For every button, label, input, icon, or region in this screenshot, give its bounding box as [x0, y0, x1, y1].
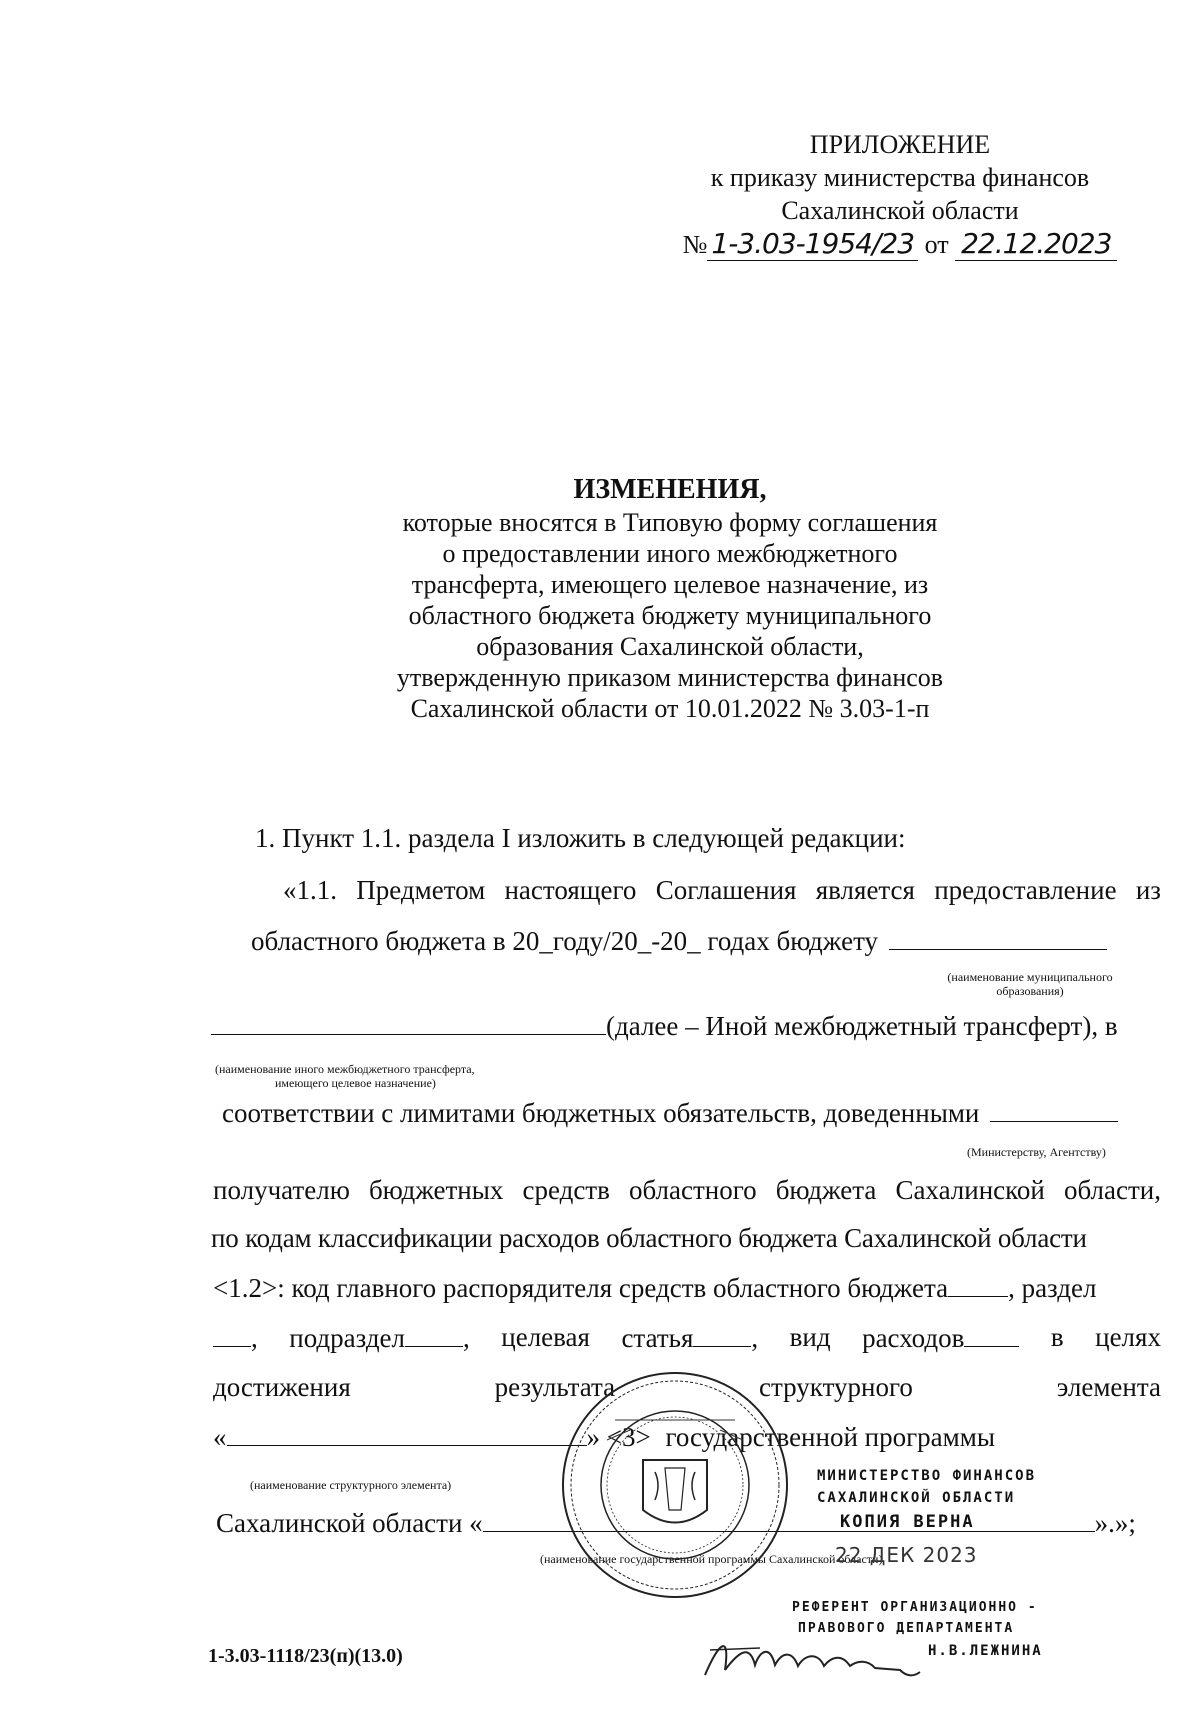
word: расходов: [862, 1323, 965, 1353]
stamp-org-line1: МИНИСТЕРСТВО ФИНАНСОВ: [817, 1468, 1037, 1484]
note-transfer: [215, 1062, 475, 1090]
heading-line: которые вносятся в Типовую форму соглашения: [402, 508, 938, 537]
annex-number-line: [650, 227, 1150, 261]
blank-expense-type: [964, 1322, 1019, 1347]
paragraph-text: ».»;: [1094, 1508, 1136, 1538]
heading-line: трансферта, имеющего целевое назначение, из: [411, 570, 929, 599]
note-line: (наименование муниципального: [947, 970, 1113, 984]
note-line: имеющего целевое назначение): [275, 1076, 436, 1090]
paragraph-line-5: [213, 1175, 1161, 1206]
word: подраздел: [289, 1323, 406, 1353]
document-code: 1-3.03-1118/23(п)(13.0): [208, 1645, 403, 1667]
word: Соглашения: [655, 875, 797, 905]
blank-target-article: [693, 1322, 751, 1347]
paragraph-line-2: [251, 925, 1107, 957]
stamp-org-line2: САХАЛИНСКОЙ ОБЛАСТИ: [817, 1490, 1016, 1506]
heading-title: ИЗМЕНЕНИЯ,: [573, 474, 767, 505]
item-1-heading: 1. Пункт 1.1. раздела I изложить в следующей редакции:: [255, 823, 906, 853]
heading-line: утвержденную приказом министерства финансов: [396, 663, 944, 692]
word: вид: [789, 1322, 831, 1352]
annex-title: ПРИЛОЖЕНИЕ: [809, 130, 991, 159]
stamp-signer-name: Н.В.ЛЕЖНИНА: [928, 1643, 1043, 1659]
word: настоящего: [504, 875, 637, 905]
word: статья: [621, 1323, 694, 1353]
paragraph-line-8: [213, 1322, 1161, 1354]
word: является: [815, 875, 915, 905]
blank-section: [213, 1322, 251, 1347]
paragraph-text: областного бюджета в 20_году/20_-20_ годах бюджету: [251, 926, 879, 956]
heading-line: образования Сахалинской области,: [476, 632, 864, 661]
stamp-role-line2: ПРАВОВОГО ДЕПАРТАМЕНТА: [798, 1621, 1015, 1636]
word: в: [1050, 1322, 1064, 1352]
punct: ,: [463, 1323, 470, 1353]
paragraph-line-7: [213, 1272, 1096, 1304]
punct: ,: [751, 1323, 759, 1353]
heading-line: о предоставлении иного межбюджетного: [442, 539, 898, 568]
punct: «: [213, 1422, 227, 1452]
word: структурного: [759, 1372, 913, 1402]
word: элемента: [1056, 1372, 1161, 1402]
stamp-copy-mark: КОПИЯ ВЕРНА: [840, 1512, 975, 1532]
word: достижения: [213, 1372, 351, 1402]
stamp-date: 22 ДЕК 2023: [835, 1543, 978, 1567]
annex-from-word: от: [924, 230, 949, 259]
handwritten-order-number: 1-3.03-1954/23: [707, 227, 918, 261]
word: целевая: [501, 1322, 590, 1352]
word: бюджетных: [368, 1175, 504, 1205]
word: средств: [522, 1175, 610, 1205]
heading-line: областного бюджета бюджету муниципального: [408, 601, 932, 630]
paragraph-text: » <3>: [586, 1422, 651, 1452]
word: предоставление: [934, 875, 1117, 905]
annex-line-region: Сахалинской области: [781, 196, 1019, 225]
stamp-role-line1: РЕФЕРЕНТ ОРГАНИЗАЦИОННО -: [792, 1600, 1038, 1615]
paragraph-line-3: [211, 1010, 1118, 1042]
annex-number-prefix: №: [682, 230, 708, 259]
word: из: [1135, 875, 1161, 905]
paragraph-line-1: [283, 875, 1161, 906]
blank-municipality: [889, 925, 1107, 950]
paragraph-text: , раздел: [1008, 1273, 1097, 1303]
paragraph-line-4: [222, 1097, 1118, 1129]
handwritten-order-date: 22.12.2023: [955, 227, 1117, 261]
official-seal: [555, 1360, 795, 1610]
note-state-program: (наименование государственной программы Сахалинской области): [540, 1552, 883, 1566]
word: областного: [628, 1175, 757, 1205]
seal-emblem-icon: [555, 1360, 795, 1610]
punct: ,: [251, 1323, 258, 1353]
paragraph-line-6: по кодам классификации расходов областного бюджета Сахалинской области: [211, 1223, 1087, 1253]
handwritten-signature: [700, 1630, 930, 1685]
note-line: (наименование иного межбюджетного трансферта,: [215, 1062, 475, 1076]
signature-icon: [700, 1630, 930, 1685]
blank-ministry: [990, 1097, 1118, 1122]
word: «1.1.: [283, 875, 337, 905]
word: бюджета: [775, 1175, 877, 1205]
blank-structural-element: [227, 1421, 587, 1446]
changes-heading: [360, 474, 980, 724]
note-structural-element: (наименование структурного элемента): [250, 1478, 452, 1492]
word: целях: [1095, 1322, 1161, 1352]
paragraph-text: Сахалинской области «: [216, 1508, 483, 1538]
blank-subsection: [405, 1322, 463, 1347]
heading-line: Сахалинской области от 10.01.2022 № 3.03-1-п: [410, 694, 930, 723]
paragraph-text: <1.2>: код главного распорядителя средств областного бюджета: [213, 1273, 949, 1303]
blank-grbs-code: [948, 1272, 1008, 1297]
blank-transfer-name: [211, 1010, 606, 1035]
annex-header: [650, 128, 1150, 261]
note-municipality: [915, 970, 1145, 998]
word: результата: [494, 1372, 616, 1402]
note-ministry: (Министерству, Агентству): [967, 1145, 1106, 1159]
word: получателю: [213, 1175, 350, 1205]
paragraph-text: (далее – Иной межбюджетный трансферт), в: [606, 1011, 1118, 1041]
note-line: образования): [996, 984, 1064, 998]
annex-line-order: к приказу министерства финансов: [710, 163, 1090, 192]
paragraph-text: соответствии с лимитами бюджетных обязательств, доведенными: [222, 1098, 980, 1128]
word: области,: [1063, 1175, 1161, 1205]
word: Сахалинской: [895, 1175, 1045, 1205]
word: Предметом: [356, 875, 486, 905]
paragraph-text: государственной программы: [665, 1422, 995, 1452]
